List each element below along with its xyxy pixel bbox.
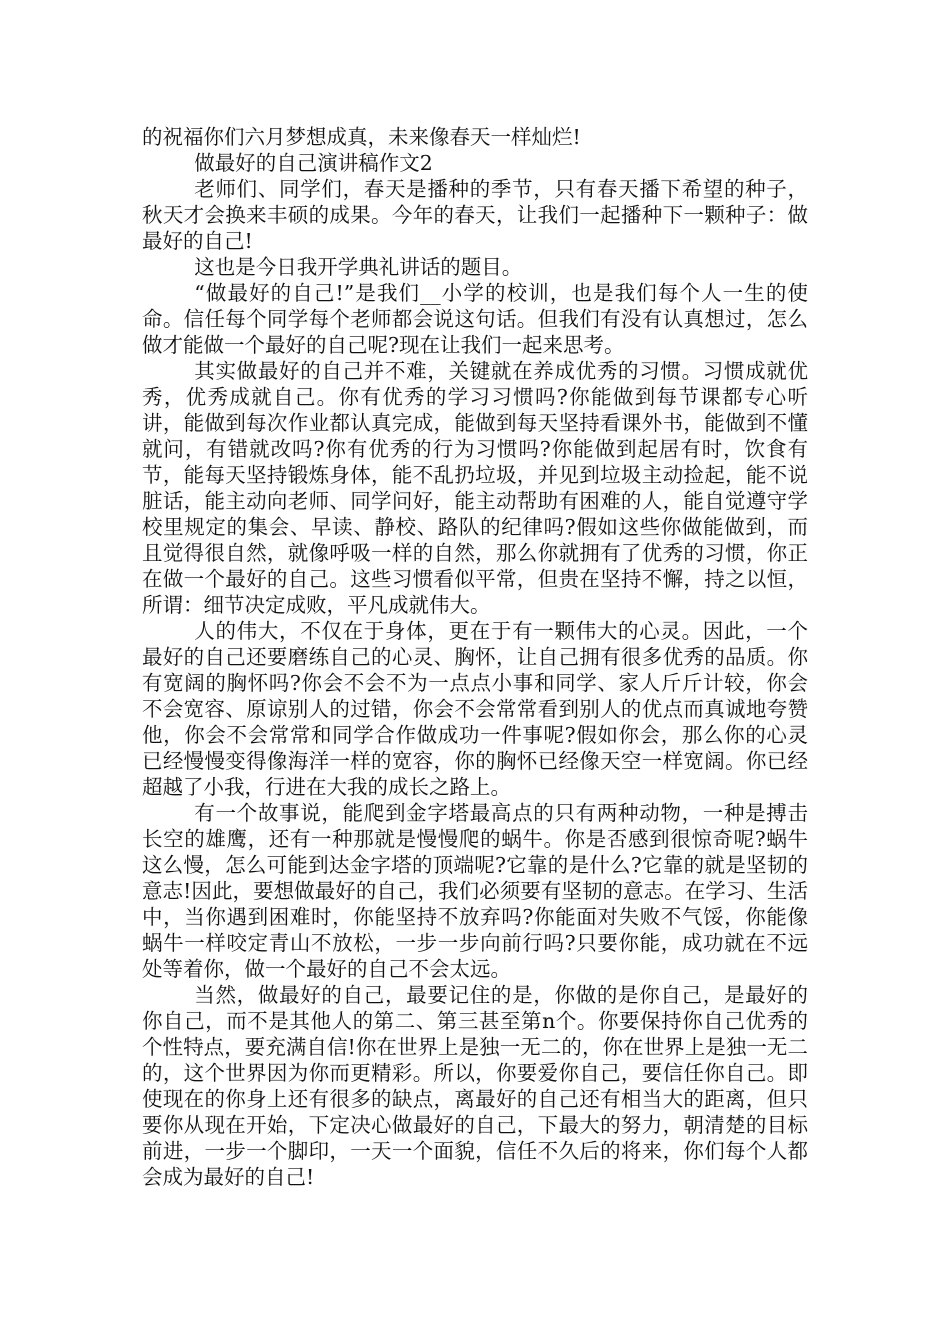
paragraph-3: “做最好的自己!”是我们__小学的校训，也是我们每个人一生的使命。信任每个同学每个老师都会说这句话。但我们有没有认真想过，怎么做才能做一个最好的自己呢?现在让我们一起来思考。 [142,281,808,357]
paragraph-4: 其实做最好的自己并不难，关键就在养成优秀的习惯。习惯成就优秀，优秀成就自己。你有优秀的学习习惯吗?你能做到每节课都专心听讲，能做到每次作业都认真完成，能做到每天坚持看课外书，能做到不懂就问，有错就改吗?你有优秀的行为习惯吗?你能做到起居有时，饮食有节，能每天坚持锻炼身体，能不乱扔垃圾，并见到垃圾主动捡起，能不说脏话，能主动向老师、同学问好，能主动帮助有困难的人，能自觉遵守学校里规定的集会、早读、静校、路队的纪律吗?假如这些你做能做到，而且觉得很自然，就像呼吸一样的自然，那么你就拥有了优秀的习惯，你正在做一个最好的自己。这些习惯看似平常，但贵在坚持不懈，持之以恒，所谓：细节决定成败，平凡成就伟大。 [142,359,808,617]
paragraph-1: 老师们、同学们，春天是播种的季节，只有春天播下希望的种子，秋天才会换来丰硕的成果。今年的春天，让我们一起播种下一颗种子：做最好的自己! [142,177,808,253]
paragraph-7: 当然，做最好的自己，最要记住的是，你做的是你自己，是最好的你自己，而不是其他人的第二、第三甚至第n个。你要保持你自己优秀的个性特点，要充满自信!你在世界上是独一无二的，你在世界上是独一无二的，这个世界因为你而更精彩。所以，你要爱你自己，要信任你自己。即使现在的你身上还有很多的缺点，离最好的自己还有相当大的距离，但只要你从现在开始，下定决心做最好的自己，下最大的努力，朝清楚的目标前进，一步一个脚印，一天一个面貌，信任不久后的将来，你们每个人都会成为最好的自己! [142,983,808,1189]
paragraph-5: 人的伟大，不仅在于身体，更在于有一颗伟大的心灵。因此，一个最好的自己还要磨练自己的心灵、胸怀，让自己拥有很多优秀的品质。你有宽阔的胸怀吗?你会不会不为一点点小事和同学、家人斤斤计较，你会不会宽容、原谅别人的过错，你会不会常常看到别人的优点而真诚地夸赞他，你会不会常常和同学合作做成功一件事呢?假如你会，那么你的心灵已经慢慢变得像海洋一样的宽容，你的胸怀已经像天空一样宽阔。你已经超越了小我，行进在大我的成长之路上。 [142,619,808,799]
essay-title: 做最好的自己演讲稿作文2 [194,151,433,175]
paragraph-2: 这也是今日我开学典礼讲话的题目。 [194,255,523,279]
opening-line: 的祝福你们六月梦想成真，未来像春天一样灿烂! [142,125,581,149]
paragraph-6: 有一个故事说，能爬到金字塔最高点的只有两种动物，一种是搏击长空的雄鹰，还有一种那就是慢慢爬的蜗牛。你是否感到很惊奇呢?蜗牛这么慢，怎么可能到达金字塔的顶端呢?它靠的是什么?它靠的就是坚韧的意志!因此，要想做最好的自己，我们必须要有坚韧的意志。在学习、生活中，当你遇到困难时，你能坚持不放弃吗?你能面对失败不气馁，你能像蜗牛一样咬定青山不放松，一步一步向前行吗?只要你能，成功就在不远处等着你，做一个最好的自己不会太远。 [142,801,808,981]
document-page [142,124,808,1190]
